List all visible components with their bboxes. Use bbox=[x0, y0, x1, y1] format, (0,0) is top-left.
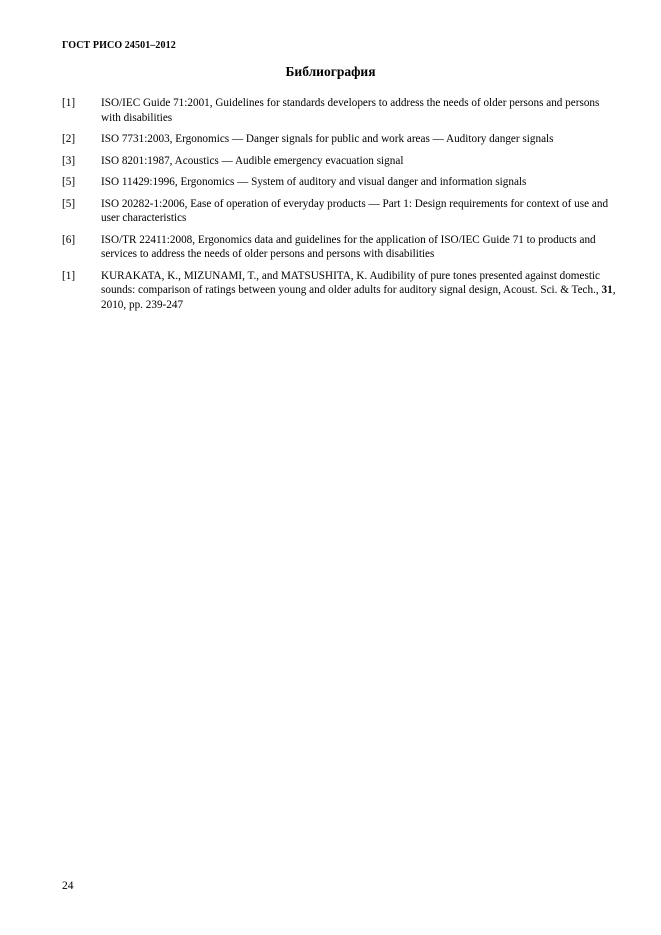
entry-text: ISO 11429:1996, Ergonomics — System of auditory and visual danger and information signals bbox=[101, 176, 527, 188]
bibliography-entry bbox=[62, 154, 617, 169]
entry-text-main: KURAKATA, K., MIZUNAMI, T., and MATSUSHITA, K. Audibility of pure tones presented against domestic sounds: comparison of ratings between young and older adults for auditory signal design, Acoust. Sci. & Tech., bbox=[101, 269, 602, 296]
entry-number: [1] bbox=[62, 269, 76, 282]
entry-number: [5] bbox=[62, 197, 76, 210]
entry-number: [3] bbox=[62, 154, 76, 167]
entry-text bbox=[101, 269, 617, 313]
entry-text: ISO/TR 22411:2008, Ergonomics data and guidelines for the application of ISO/IEC Guide 71 to products and services to address the needs of older persons and persons with disabilities bbox=[101, 233, 596, 260]
entry-volume: 31 bbox=[601, 284, 613, 296]
entry-text: ISO/IEC Guide 71:2001, Guidelines for standards developers to address the needs of older persons and persons with disabilities bbox=[101, 97, 600, 124]
entry-number: [5] bbox=[62, 176, 76, 188]
bibliography-entry bbox=[62, 269, 617, 313]
entry-number: [6] bbox=[62, 233, 76, 246]
bibliography-entry bbox=[62, 175, 617, 190]
bibliography-entry bbox=[62, 197, 617, 226]
bibliography-entry bbox=[62, 96, 617, 125]
document-header: ГОСТ РИСО 24501–2012 bbox=[62, 40, 176, 51]
bibliography-entry bbox=[62, 132, 617, 147]
entry-number: [2] bbox=[62, 133, 76, 145]
entry-number: [1] bbox=[62, 97, 76, 109]
page-number: 24 bbox=[62, 880, 74, 892]
section-title: Библиография bbox=[285, 64, 376, 79]
bibliography-list bbox=[62, 96, 617, 319]
entry-text: ISO 7731:2003, Ergonomics — Danger signals for public and work areas — Auditory danger signals bbox=[101, 133, 554, 145]
entry-text: ISO 8201:1987, Acoustics — Audible emergency evacuation signal bbox=[101, 154, 404, 167]
bibliography-entry bbox=[62, 233, 617, 262]
entry-text: ISO 20282-1:2006, Ease of operation of everyday products — Part 1: Design requirements for context of use and user characteristics bbox=[101, 197, 609, 224]
entry-text-pages: , 2010, pp. 239-247 bbox=[101, 284, 616, 311]
